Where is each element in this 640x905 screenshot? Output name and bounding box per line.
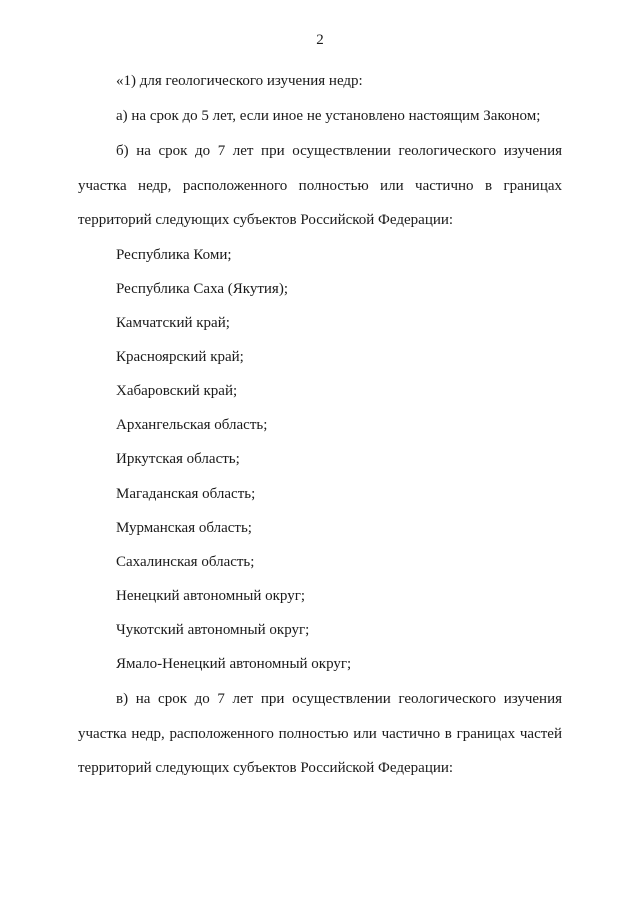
region-list-item: Красноярский край; <box>116 349 244 365</box>
region-list-item: Республика Саха (Якутия); <box>116 281 288 297</box>
region-list-item: Ямало-Ненецкий автономный округ; <box>116 656 352 672</box>
item-b-line-3: территорий следующих субъектов Российской Федерации: <box>78 212 454 228</box>
item-v-line-2: участка недр, расположенного полностью или частично в границах частей <box>78 726 562 742</box>
page-number: 2 <box>316 32 324 48</box>
item-1-heading: «1) для геологического изучения недр: <box>116 73 363 89</box>
region-list-item: Камчатский край; <box>116 315 230 331</box>
region-list-item: Хабаровский край; <box>116 383 238 399</box>
region-list-item: Ненецкий автономный округ; <box>116 588 306 604</box>
region-list-item: Архангельская область; <box>116 417 268 433</box>
item-b-line-2: участка недр, расположенного полностью или частично в границах <box>78 178 562 194</box>
item-b-line-1: б) на срок до 7 лет при осуществлении геологического изучения <box>116 143 562 159</box>
region-list-item: Чукотский автономный округ; <box>116 622 310 638</box>
region-list-item: Сахалинская область; <box>116 554 255 570</box>
item-v-line-3: территорий следующих субъектов Российской Федерации: <box>78 760 454 776</box>
item-a: а) на срок до 5 лет, если иное не установлено настоящим Законом; <box>116 108 541 124</box>
region-list-item: Магаданская область; <box>116 486 256 502</box>
region-list-item: Иркутская область; <box>116 451 240 467</box>
region-list-item: Республика Коми; <box>116 247 232 263</box>
item-v-line-1: в) на срок до 7 лет при осуществлении геологического изучения <box>116 691 562 707</box>
region-list-item: Мурманская область; <box>116 520 252 536</box>
